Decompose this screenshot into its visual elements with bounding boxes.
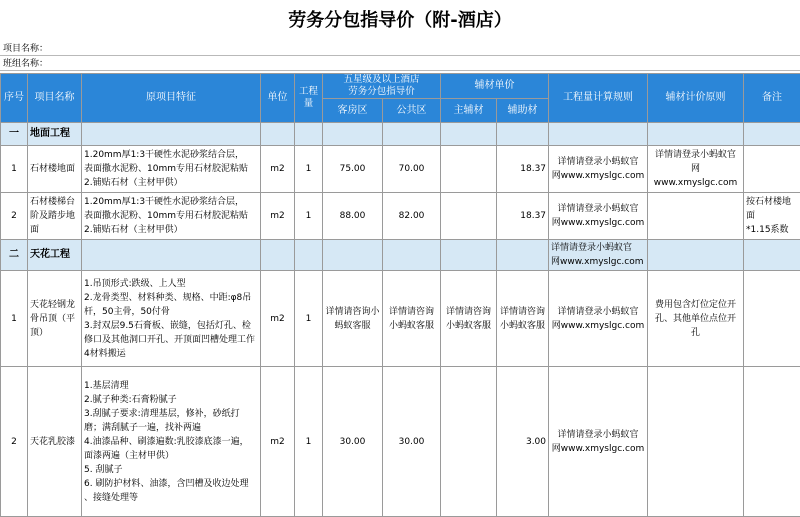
price-line: 小蚂蚁客服 <box>385 319 438 333</box>
feature-line: 4材料搬运 <box>84 347 258 361</box>
feature-line: 表面撒水泥粉、10mm专用石材胶泥粘贴 <box>84 162 258 176</box>
row-guest-price[interactable]: 88.00 <box>323 193 383 240</box>
table-row <box>1 271 800 367</box>
section-empty-cell[interactable] <box>383 240 441 271</box>
remark-line: *1.15系数 <box>746 223 798 237</box>
remark-line: 按石材楼地面 <box>746 195 798 223</box>
feature-line: 2.铺贴石材（主材甲供） <box>84 223 258 237</box>
feature-line: 磨；满刮腻子一遍，找补两遍 <box>84 421 258 435</box>
calc-rule-line: 网www.xmyslgc.com <box>551 255 645 269</box>
row-guest-price[interactable]: 75.00 <box>323 146 383 193</box>
row-name[interactable]: 天花乳胶漆 <box>28 367 82 517</box>
aux-principle-line: 详情请登录小蚂蚁官 <box>650 148 741 162</box>
row-quantity[interactable]: 1 <box>295 193 323 240</box>
price-line: 详情请咨询 <box>385 305 438 319</box>
row-main-aux-price[interactable] <box>441 193 497 240</box>
row-seq[interactable]: 2 <box>1 367 28 517</box>
header-calc-rule: 工程量计算规则 <box>549 74 648 123</box>
row-calc-rule[interactable] <box>549 367 648 517</box>
row-guest-price[interactable]: 30.00 <box>323 367 383 517</box>
row-quantity[interactable]: 1 <box>295 146 323 193</box>
price-table <box>0 73 800 517</box>
feature-line: 4.油漆品种、刷漆遍数:乳胶漆底漆一遍， <box>84 435 258 449</box>
row-seq[interactable]: 1 <box>1 271 28 367</box>
price-line: 详情请咨询小 <box>325 305 380 319</box>
feature-line: 5. 刮腻子 <box>84 463 258 477</box>
row-main-aux-price[interactable] <box>441 367 497 517</box>
section-empty-cell[interactable] <box>323 240 383 271</box>
header-guest-area: 客房区 <box>323 99 383 123</box>
header-seq: 序号 <box>1 74 28 123</box>
row-guest-price[interactable] <box>323 271 383 367</box>
row-features[interactable] <box>82 193 261 240</box>
calc-rule-line: 详情请登录小蚂蚁官 <box>551 155 645 169</box>
section-empty-cell[interactable] <box>497 240 549 271</box>
section-row <box>1 123 800 146</box>
row-aux-price[interactable]: 18.37 <box>497 193 549 240</box>
aux-principle-line: 孔 <box>650 326 741 340</box>
header-aux-principle: 辅材计价原则 <box>648 74 744 123</box>
section-empty-cell[interactable] <box>323 123 383 146</box>
feature-line: 1.20mm厚1:3干硬性水泥砂浆结合层， <box>84 148 258 162</box>
header-public-area: 公共区 <box>383 99 441 123</box>
row-seq[interactable]: 1 <box>1 146 28 193</box>
project-name-row[interactable] <box>0 42 800 56</box>
row-public-price[interactable]: 70.00 <box>383 146 441 193</box>
row-remark[interactable] <box>744 367 800 517</box>
row-aux-price[interactable]: 3.00 <box>497 367 549 517</box>
row-aux-price[interactable]: 18.37 <box>497 146 549 193</box>
row-features[interactable] <box>82 367 261 517</box>
row-remark[interactable] <box>744 146 800 193</box>
feature-line: 3.封双层9.5石膏板、嵌缝，包括灯孔、检 <box>84 319 258 333</box>
section-empty-cell[interactable] <box>261 240 295 271</box>
row-name[interactable]: 石材楼梯台阶及踏步地面 <box>28 193 82 240</box>
feature-line: 1.吊顶形式:跌级、上人型 <box>84 277 258 291</box>
row-features[interactable] <box>82 271 261 367</box>
header-five-star-line2: 劳务分包指导价 <box>325 86 438 98</box>
section-empty-cell[interactable] <box>441 123 497 146</box>
row-unit[interactable]: m2 <box>261 193 295 240</box>
section-empty-cell[interactable] <box>648 240 744 271</box>
section-empty-cell[interactable] <box>261 123 295 146</box>
section-row <box>1 240 800 271</box>
table-row <box>1 193 800 240</box>
price-line: 详情请咨询 <box>443 305 494 319</box>
feature-line: 2.腻子种类:石膏粉腻子 <box>84 393 258 407</box>
header-aux-material: 辅助材 <box>497 99 549 123</box>
row-remark[interactable] <box>744 271 800 367</box>
calc-rule-line: 详情请登录小蚂蚁官 <box>551 428 645 442</box>
header-unit: 单位 <box>261 74 295 123</box>
section-empty-cell[interactable] <box>648 123 744 146</box>
section-empty-cell[interactable] <box>82 240 261 271</box>
row-unit[interactable]: m2 <box>261 271 295 367</box>
header-aux-price: 辅材单价 <box>441 74 549 99</box>
table-row <box>1 367 800 517</box>
calc-rule-line: 详情请登录小蚂蚁官 <box>551 241 645 255</box>
row-quantity[interactable]: 1 <box>295 271 323 367</box>
row-public-price[interactable] <box>383 271 441 367</box>
project-name-label: 项目名称： <box>3 44 48 54</box>
calc-rule-line: 网www.xmyslgc.com <box>551 442 645 456</box>
feature-line: 、接缝处理等 <box>84 491 258 505</box>
row-main-aux-price[interactable] <box>441 271 497 367</box>
row-aux-principle[interactable] <box>648 271 744 367</box>
row-aux-price[interactable] <box>497 271 549 367</box>
feature-line: 2.龙骨类型、材料种类、规格、中距:φ8吊 <box>84 291 258 305</box>
aux-principle-line: 费用包含灯位定位开 <box>650 298 741 312</box>
section-name[interactable]: 地面工程 <box>28 123 82 146</box>
price-line: 蚂蚁客服 <box>325 319 380 333</box>
row-aux-principle[interactable] <box>648 193 744 240</box>
section-empty-cell[interactable] <box>497 123 549 146</box>
row-aux-principle[interactable] <box>648 367 744 517</box>
team-name-row[interactable] <box>0 57 800 71</box>
table-row <box>1 146 800 193</box>
row-calc-rule[interactable] <box>549 271 648 367</box>
header-five-star <box>323 74 441 99</box>
row-public-price[interactable]: 82.00 <box>383 193 441 240</box>
feature-line: 2.铺贴石材（主材甲供） <box>84 176 258 190</box>
section-empty-cell[interactable] <box>82 123 261 146</box>
section-empty-cell[interactable] <box>295 123 323 146</box>
feature-line: 修口及其他洞口开孔、开顶面凹槽处理工作 <box>84 333 258 347</box>
section-empty-cell[interactable] <box>441 240 497 271</box>
price-line: 详情请咨询 <box>499 305 546 319</box>
feature-line: 表面撒水泥粉、10mm专用石材胶泥粘贴 <box>84 209 258 223</box>
section-calc-rule[interactable] <box>549 123 648 146</box>
feature-line: 1.20mm厚1:3干硬性水泥砂浆结合层， <box>84 195 258 209</box>
row-unit[interactable]: m2 <box>261 146 295 193</box>
header-remark: 备注 <box>744 74 800 123</box>
calc-rule-line: 网www.xmyslgc.com <box>551 319 645 333</box>
header-name: 项目名称 <box>28 74 82 123</box>
feature-line: 面漆两遍（主材甲供） <box>84 449 258 463</box>
header-features: 原项目特征 <box>82 74 261 123</box>
section-empty-cell[interactable] <box>744 123 800 146</box>
row-name[interactable]: 天花轻钢龙骨吊顶（平顶） <box>28 271 82 367</box>
feature-line: 杆，50主骨，50付骨 <box>84 305 258 319</box>
section-name[interactable]: 天花工程 <box>28 240 82 271</box>
feature-line: 6. 刷防护材料、油漆，含凹槽及收边处理 <box>84 477 258 491</box>
calc-rule-line: 详情请登录小蚂蚁官 <box>551 202 645 216</box>
header-five-star-line1: 五星级及以上酒店 <box>325 74 438 86</box>
aux-principle-line: 孔、其他单位点位开 <box>650 312 741 326</box>
aux-principle-line: 网www.xmyslgc.com <box>650 162 741 190</box>
section-empty-cell[interactable] <box>744 240 800 271</box>
section-empty-cell[interactable] <box>383 123 441 146</box>
row-main-aux-price[interactable] <box>441 146 497 193</box>
row-aux-principle[interactable] <box>648 146 744 193</box>
section-seq[interactable]: 一 <box>1 123 28 146</box>
row-quantity[interactable]: 1 <box>295 367 323 517</box>
calc-rule-line: 详情请登录小蚂蚁官 <box>551 305 645 319</box>
price-line: 小蚂蚁客服 <box>499 319 546 333</box>
price-line: 小蚂蚁客服 <box>443 319 494 333</box>
row-features[interactable] <box>82 146 261 193</box>
section-calc-rule[interactable] <box>549 240 648 271</box>
calc-rule-line: 网www.xmyslgc.com <box>551 169 645 183</box>
header-main-aux: 主辅材 <box>441 99 497 123</box>
header-quantity: 工程量 <box>295 74 323 123</box>
row-public-price[interactable]: 30.00 <box>383 367 441 517</box>
row-name[interactable]: 石材楼地面 <box>28 146 82 193</box>
section-seq[interactable]: 二 <box>1 240 28 271</box>
team-name-label: 班组名称： <box>3 59 48 69</box>
calc-rule-line: 网www.xmyslgc.com <box>551 216 645 230</box>
row-seq[interactable]: 2 <box>1 193 28 240</box>
sheet-title: 劳务分包指导价（附-酒店） <box>0 0 800 42</box>
feature-line: 1.基层清理 <box>84 379 258 393</box>
row-remark[interactable] <box>744 193 800 240</box>
row-calc-rule[interactable] <box>549 193 648 240</box>
feature-line: 3.刮腻子要求:清理基层，修补，砂纸打 <box>84 407 258 421</box>
row-unit[interactable]: m2 <box>261 367 295 517</box>
row-calc-rule[interactable] <box>549 146 648 193</box>
section-empty-cell[interactable] <box>295 240 323 271</box>
